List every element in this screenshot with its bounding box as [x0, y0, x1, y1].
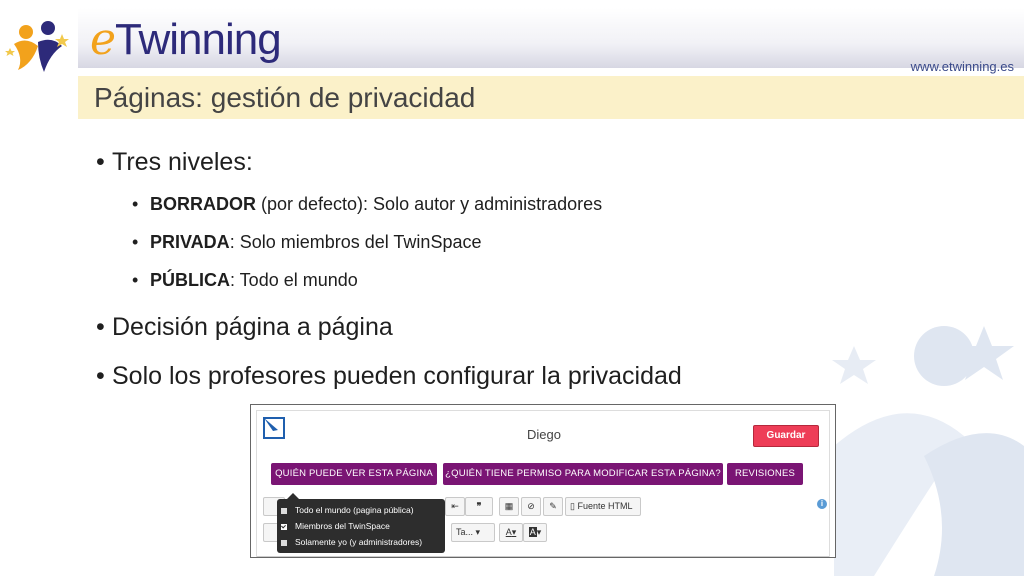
background-color-button[interactable]: A▾ — [523, 523, 547, 542]
who-can-view-button[interactable]: QUIÉN PUEDE VER ESTA PÁGINA — [271, 463, 437, 485]
brand-e: e — [90, 14, 116, 65]
divider — [257, 556, 829, 557]
background-color-label: A — [529, 527, 536, 537]
indent-icon[interactable]: ⇤ — [445, 497, 465, 516]
table-icon[interactable]: ▦ — [499, 497, 519, 516]
info-icon[interactable]: i — [817, 499, 827, 509]
checkbox-icon[interactable] — [281, 540, 287, 546]
subtitle-band — [78, 76, 1024, 119]
level-draft-name: BORRADOR — [150, 194, 256, 214]
level-draft-desc: (por defecto): Solo autor y administradores — [256, 194, 603, 214]
source-html-label: Fuente HTML — [577, 501, 633, 511]
brand-title — [90, 14, 281, 65]
bullet-level-draft — [150, 194, 602, 215]
editor-panel — [256, 410, 830, 557]
chevron-down-icon: ▾ — [475, 527, 481, 537]
text-color-button[interactable]: A▾ — [499, 523, 523, 542]
level-public-desc: : Todo el mundo — [230, 270, 358, 290]
etwinning-emblem-icon — [4, 14, 74, 76]
privacy-option-only-me[interactable] — [281, 537, 422, 547]
decorative-emblem-icon — [814, 326, 1024, 576]
level-private-desc: : Solo miembros del TwinSpace — [229, 232, 482, 252]
font-size-select[interactable] — [451, 523, 495, 542]
who-can-edit-button[interactable]: ¿QUIÉN TIENE PERMISO PARA MODIFICAR ESTA PÁGINA? — [443, 463, 723, 485]
bullet-level-private — [150, 232, 481, 253]
link-icon[interactable]: ⊘ — [521, 497, 541, 516]
privacy-option-members[interactable] — [281, 521, 390, 531]
save-button[interactable]: Guardar — [753, 425, 819, 447]
page-subtitle: Páginas: gestión de privacidad — [94, 82, 476, 113]
font-size-value: Ta... — [456, 527, 474, 537]
site-url[interactable]: www.etwinning.es — [910, 59, 1014, 74]
bullet-level-public — [150, 270, 358, 291]
attachment-icon[interactable]: ✎ — [543, 497, 563, 516]
revisions-button[interactable]: REVISIONES — [727, 463, 803, 485]
privacy-dropdown — [277, 499, 445, 553]
source-html-icon: ▯ — [570, 501, 578, 511]
page-edit-icon[interactable] — [263, 417, 285, 439]
privacy-option-public[interactable] — [281, 505, 414, 515]
source-html-button[interactable] — [565, 497, 641, 516]
bullet-page-by-page: • Decisión página a página — [112, 313, 393, 342]
privacy-option-label: Miembros del TwinSpace — [295, 521, 390, 531]
blockquote-icon[interactable]: ❞ — [465, 497, 493, 516]
editor-screenshot — [250, 404, 836, 558]
level-public-name: PÚBLICA — [150, 270, 230, 290]
checkbox-icon[interactable] — [281, 508, 287, 514]
bullet-levels: • Tres niveles: — [112, 148, 253, 177]
level-private-name: PRIVADA — [150, 232, 230, 252]
author-name: Diego — [527, 427, 561, 442]
bullet-teachers-only: • Solo los profesores pueden configurar la privacidad — [112, 362, 682, 391]
privacy-option-label: Solamente yo (y administradores) — [295, 537, 423, 547]
brand-name: Twinning — [115, 15, 281, 64]
privacy-option-label: Todo el mundo (pagina pública) — [295, 505, 414, 515]
text-color-label: A — [505, 527, 512, 537]
checkbox-checked-icon[interactable] — [281, 524, 287, 530]
